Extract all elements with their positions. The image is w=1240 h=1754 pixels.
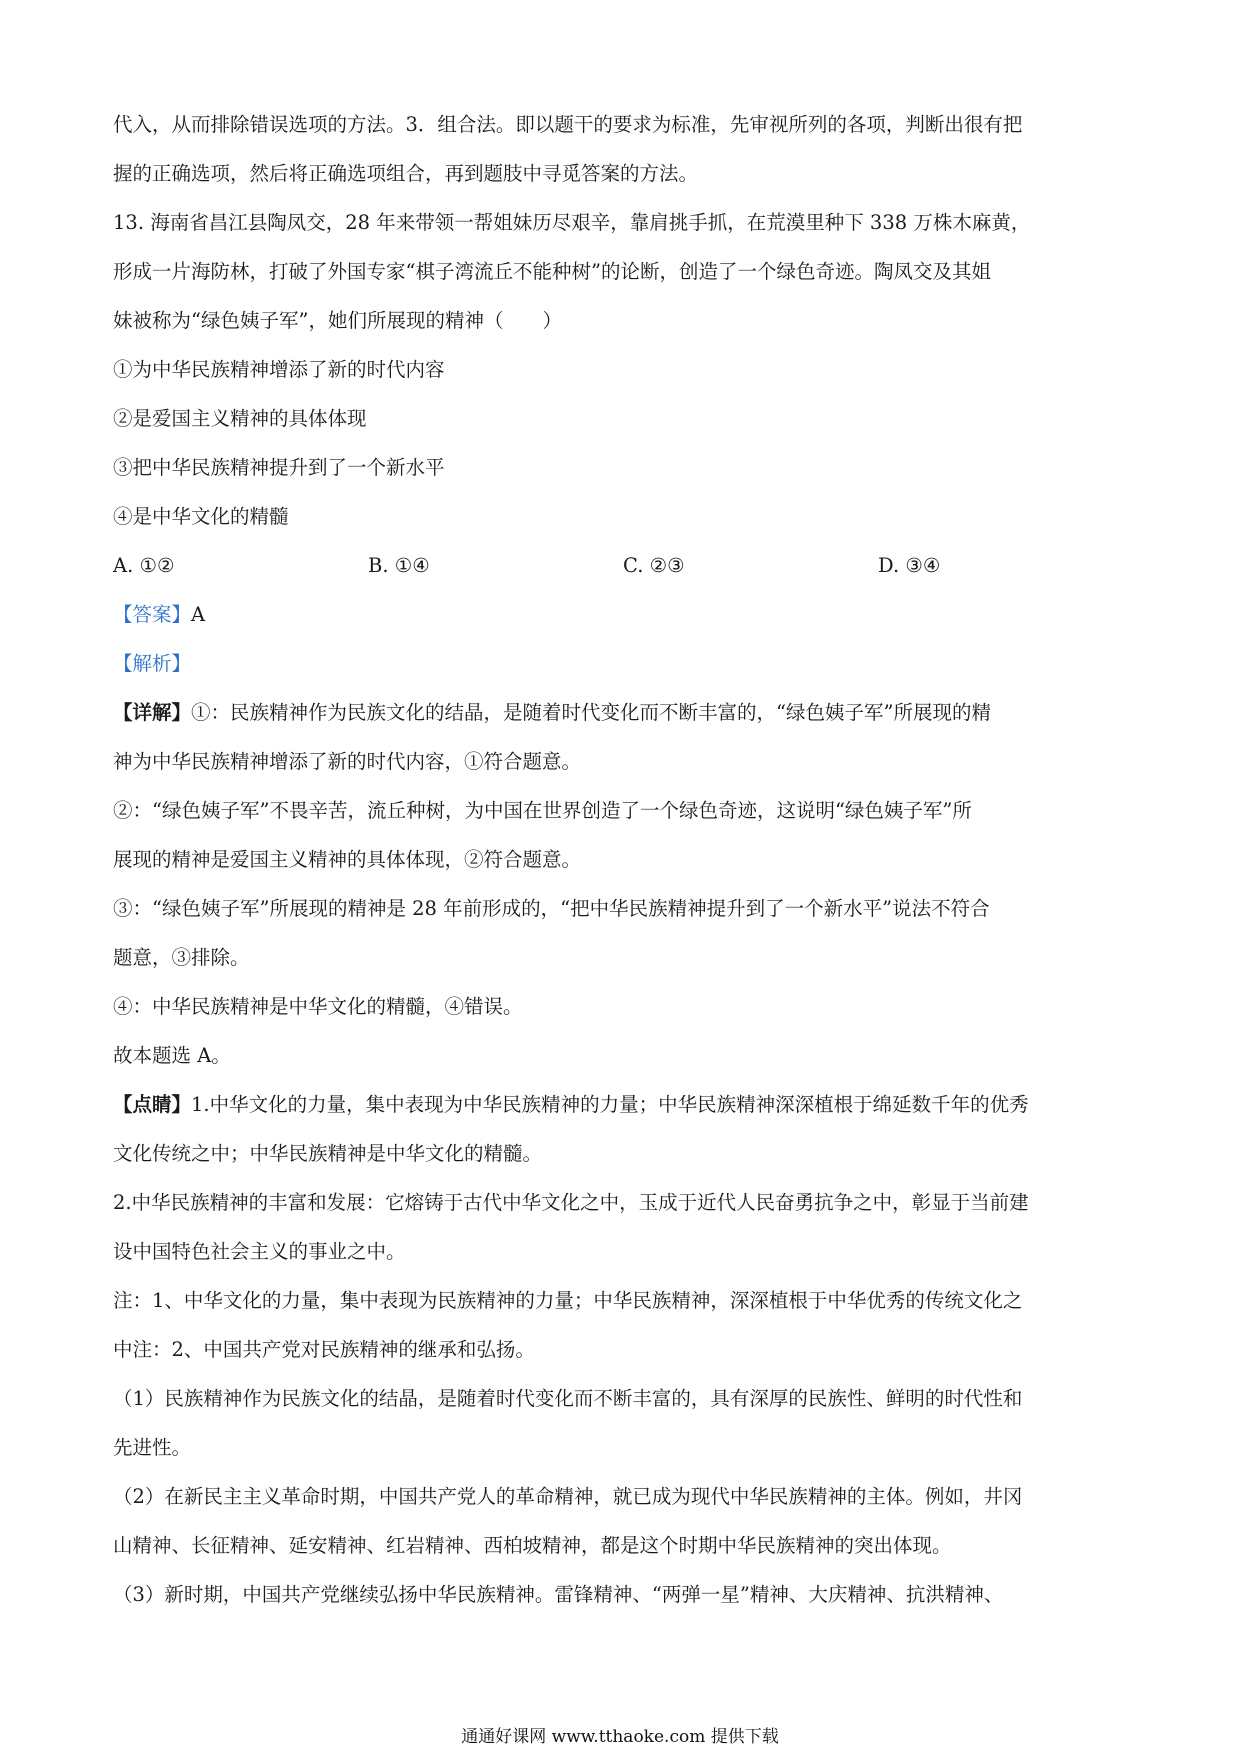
question-stem: 形成一片海防林，打破了外国专家“棋子湾流丘不能种树”的论断，创造了一个绿色奇迹。陶凤交及其姐 [113, 260, 991, 283]
option-a: A. ①② [113, 554, 175, 577]
detail-line: ③：“绿色姨子军”所展现的精神是 28 年前形成的，“把中华民族精神提升到了一个新水平”说法不符合 [113, 897, 990, 920]
answer-line [113, 590, 1133, 639]
dianjing-line: 注：1、中华文化的力量，集中表现为民族精神的力量；中华民族精神，深深植根于中华优秀的传统文化之 [113, 1289, 1023, 1312]
dianjing-line: （1）民族精神作为民族文化的结晶，是随着时代变化而不断丰富的，具有深厚的民族性、鲜明的时代性和 [113, 1387, 1023, 1410]
option-d: D. ③④ [878, 554, 941, 577]
dianjing-line: （3）新时期，中国共产党继续弘扬中华民族精神。雷锋精神、“两弹一星”精神、大庆精神、抗洪精神、 [113, 1583, 1004, 1606]
dianjing-line: 2.中华民族精神的丰富和发展：它熔铸于古代中华文化之中，玉成于近代人民奋勇抗争之中，彰显于当前建 [113, 1191, 1029, 1214]
detail-line [113, 688, 1133, 737]
statement-3: ③把中华民族精神提升到了一个新水平 [113, 456, 445, 479]
detail-line: 题意，③排除。 [113, 946, 250, 969]
option-c: C. ②③ [623, 554, 685, 577]
dianjing-line: 文化传统之中；中华民族精神是中华文化的精髓。 [113, 1142, 543, 1165]
answer-value: A [191, 603, 206, 626]
detail-label: 【详解】 [113, 701, 192, 724]
footer-credit: 通通好课网 www.tthaoke.com 提供下载 [461, 1727, 779, 1747]
detail-line: 神为中华民族精神增添了新的时代内容，①符合题意。 [113, 750, 582, 773]
answer-label: 【答案】 [113, 603, 192, 626]
text-line: 代入，从而排除错误选项的方法。3．组合法。即以题干的要求为标准，先审视所列的各项，判断出很有把 [113, 113, 1023, 136]
answer-options [113, 541, 1133, 590]
dianjing-line: 山精神、长征精神、延安精神、红岩精神、西柏坡精神，都是这个时期中华民族精神的突出体现。 [113, 1534, 952, 1557]
question-stem: 妹被称为“绿色姨子军”，她们所展现的精神（ ） [113, 309, 562, 332]
dianjing-label: 【点睛】 [113, 1093, 192, 1116]
analysis-line [113, 639, 1133, 688]
option-b: B. ①④ [368, 554, 430, 577]
question-stem: 13. 海南省昌江县陶凤交，28 年来带领一帮姐妹历尽艰辛，靠肩挑手抓，在荒漠里种下 338 万株木麻黄， [113, 211, 1031, 234]
statement-4: ④是中华文化的精髓 [113, 505, 289, 528]
document-page [113, 100, 1133, 1619]
text-line: 握的正确选项，然后将正确选项组合，再到题肢中寻觅答案的方法。 [113, 162, 699, 185]
dianjing-text: 1.中华文化的力量，集中表现为中华民族精神的力量；中华民族精神深深植根于绵延数千年的优秀 [191, 1093, 1029, 1116]
detail-line: 展现的精神是爱国主义精神的具体体现，②符合题意。 [113, 848, 582, 871]
detail-conclusion: 故本题选 A。 [113, 1044, 231, 1067]
statement-2: ②是爱国主义精神的具体体现 [113, 407, 367, 430]
dianjing-line [113, 1080, 1133, 1129]
dianjing-line: 先进性。 [113, 1436, 192, 1459]
analysis-label: 【解析】 [113, 652, 192, 675]
dianjing-line: 中注：2、中国共产党对民族精神的继承和弘扬。 [113, 1338, 535, 1361]
statement-1: ①为中华民族精神增添了新的时代内容 [113, 358, 445, 381]
detail-text: ①：民族精神作为民族文化的结晶，是随着时代变化而不断丰富的，“绿色姨子军”所展现的精 [191, 701, 991, 724]
detail-line: ②：“绿色姨子军”不畏辛苦，流丘种树，为中国在世界创造了一个绿色奇迹，这说明“绿色姨子军”所 [113, 799, 972, 822]
detail-line: ④：中华民族精神是中华文化的精髓，④错误。 [113, 995, 523, 1018]
dianjing-line: 设中国特色社会主义的事业之中。 [113, 1240, 406, 1263]
dianjing-line: （2）在新民主主义革命时期，中国共产党人的革命精神，就已成为现代中华民族精神的主体。例如，井冈 [113, 1485, 1023, 1508]
